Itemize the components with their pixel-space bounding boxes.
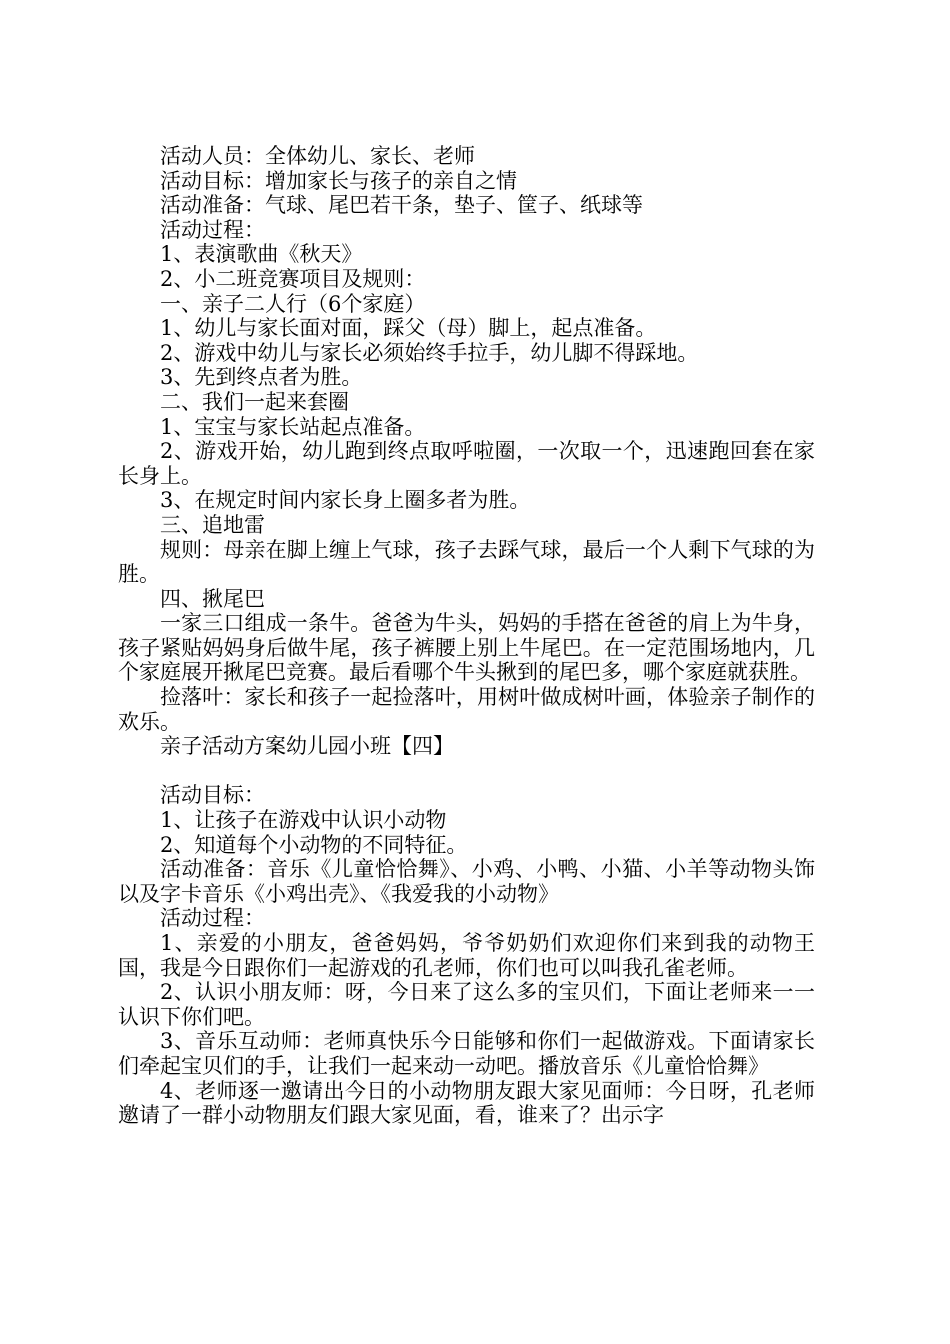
paragraph: 活动目标： [160, 783, 265, 808]
paragraph: 活动准备：音乐《儿童恰恰舞》、小鸡、小鸭、小猫、小羊等动物头饰以及字卡音乐《小鸡出壳》、《我爱我的小动物》 [118, 857, 815, 906]
paragraph: 2、知道每个小动物的不同特征。 [160, 832, 468, 857]
paragraph: 4、老师逐一邀请出今日的小动物朋友跟大家见面师：今日呀，孔老师邀请了一群小动物朋友们跟大家见面，看，谁来了？出示字 [118, 1078, 815, 1128]
paragraph: 捡落叶：家长和孩子一起捡落叶，用树叶做成树叶画，体验亲子制作的欢乐。 [118, 685, 815, 734]
section-heading: 四、揪尾巴 [160, 586, 265, 611]
paragraph: 1、亲爱的小朋友，爸爸妈妈，爷爷奶奶们欢迎你们来到我的动物王国，我是今日跟你们一起游戏的孔老师，你们也可以叫我孔雀老师。 [118, 931, 815, 980]
paragraph: 2、游戏中幼儿与家长必须始终手拉手，幼儿脚不得踩地。 [160, 340, 699, 365]
section-heading: 三、追地雷 [160, 512, 265, 537]
paragraph: 2、小二班竞赛项目及规则： [160, 266, 426, 291]
paragraph: 2、游戏开始，幼儿跑到终点取呼啦圈，一次取一个，迅速跑回套在家长身上。 [118, 439, 815, 488]
paragraph: 活动准备：气球、尾巴若干条，垫子、筐子、纸球等 [160, 193, 643, 218]
paragraph: 规则：母亲在脚上缠上气球，孩子去踩气球，最后一个人剩下气球的为胜。 [118, 537, 815, 587]
paragraph: 2、认识小朋友师：呀，今日来了这么多的宝贝们，下面让老师来一一认识下你们吧。 [118, 980, 815, 1029]
document-body [118, 144, 815, 1128]
paragraph: 活动过程： [160, 906, 265, 931]
document-title: 亲子活动方案幼儿园小班【四】 [160, 734, 454, 759]
paragraph: 活动过程： [160, 217, 265, 242]
paragraph: 活动目标：增加家长与孩子的亲自之情 [160, 168, 517, 193]
blank-line [118, 759, 815, 784]
paragraph: 3、音乐互动师：老师真快乐今日能够和你们一起做游戏。下面请家长们牵起宝贝们的手，让我们一起来动一动吧。播放音乐《儿童恰恰舞》 [118, 1029, 815, 1078]
paragraph: 1、让孩子在游戏中认识小动物 [160, 808, 447, 833]
paragraph: 1、表演歌曲《秋天》 [160, 242, 363, 267]
paragraph: 活动人员：全体幼儿、家长、老师 [160, 144, 475, 168]
paragraph: 一家三口组成一条牛。爸爸为牛头，妈妈的手搭在爸爸的肩上为牛身，孩子紧贴妈妈身后做牛尾，孩子裤腰上别上牛尾巴。在一定范围场地内，几个家庭展开揪尾巴竞赛。最后看哪个牛头揪到的尾巴多，哪个家庭就获胜。 [118, 611, 815, 685]
paragraph: 1、幼儿与家长面对面，踩父（母）脚上，起点准备。 [160, 316, 657, 341]
paragraph: 3、先到终点者为胜。 [160, 365, 363, 390]
section-heading: 二、我们一起来套圈 [160, 389, 349, 414]
section-heading: 一、亲子二人行（6个家庭） [160, 291, 426, 316]
paragraph: 1、宝宝与家长站起点准备。 [160, 414, 426, 439]
paragraph: 3、在规定时间内家长身上圈多者为胜。 [160, 488, 531, 513]
